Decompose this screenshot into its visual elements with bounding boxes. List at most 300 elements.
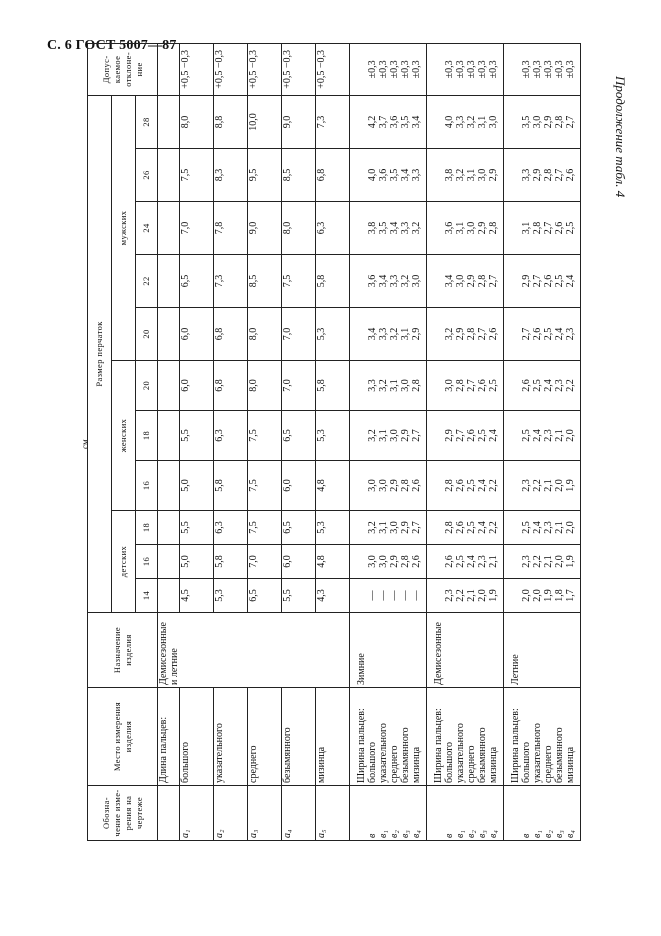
value-spacer xyxy=(356,413,367,458)
value-item: — xyxy=(389,590,400,601)
value-cell xyxy=(427,149,504,202)
value-item: 2,4 xyxy=(554,327,565,341)
value-spacer xyxy=(356,98,367,146)
value-cell xyxy=(427,255,504,308)
value-spacer xyxy=(433,204,444,252)
tolerance-item: ±0,3 xyxy=(378,60,389,79)
value-cell: 5,8 xyxy=(316,361,350,411)
size-header-cell: 16 xyxy=(136,545,158,579)
value-item: 3,7 xyxy=(378,115,389,129)
value-spacer xyxy=(356,151,367,199)
place-cell: мизинца xyxy=(316,688,350,786)
value-item: 3,0 xyxy=(389,521,400,534)
value-item: 2,8 xyxy=(444,521,455,534)
value-item: 2,0 xyxy=(532,589,543,602)
symbol-cell: a₂ xyxy=(214,786,248,841)
value-item: 3,5 xyxy=(389,168,400,182)
value-item: 2,4 xyxy=(488,429,499,442)
value-cell: 9,5 xyxy=(248,149,282,202)
value-item: 2,6 xyxy=(444,555,455,568)
tolerance-cell xyxy=(350,43,427,95)
value-cell xyxy=(350,461,427,511)
symbol-item: в₂ xyxy=(466,830,477,838)
value-spacer xyxy=(356,463,367,508)
symbol-cell xyxy=(158,786,180,841)
empty-cell xyxy=(158,361,180,411)
value-item: 2,7 xyxy=(411,429,422,442)
value-item: 2,7 xyxy=(477,327,488,341)
tolerance-item: ±0,3 xyxy=(477,60,488,79)
length-title-row xyxy=(158,43,180,840)
value-item: 3,6 xyxy=(378,168,389,182)
value-item: 2,5 xyxy=(455,555,466,568)
width-demi-row xyxy=(427,43,504,840)
value-item: 2,3 xyxy=(543,429,554,442)
size-header-cell: 26 xyxy=(136,149,158,202)
value-item: 3,3 xyxy=(378,327,389,341)
value-cell: 5,0 xyxy=(180,461,214,511)
symbol-item: в₃ xyxy=(477,830,488,838)
value-item: 2,5 xyxy=(488,379,499,392)
tolerance-item: ±0,3 xyxy=(565,60,576,79)
tolerance-spacer xyxy=(356,46,367,93)
col-symbol-header: Обозна-чение изме-рения на чертеже xyxy=(88,786,158,841)
value-item: 3,0 xyxy=(400,379,411,392)
value-item: 3,0 xyxy=(488,115,499,129)
value-item: 2,4 xyxy=(532,521,543,534)
value-item: 1,7 xyxy=(565,589,576,602)
place-item: мизинца xyxy=(411,746,422,783)
value-item: 2,5 xyxy=(532,379,543,392)
value-cell: 5,3 xyxy=(316,511,350,545)
value-cell: 6,5 xyxy=(180,255,214,308)
value-item: 3,1 xyxy=(477,115,488,129)
value-cell: 5,3 xyxy=(316,411,350,461)
rotated-table-container xyxy=(87,49,595,841)
value-spacer xyxy=(433,363,444,408)
value-cell xyxy=(350,511,427,545)
value-cell: 8,0 xyxy=(180,95,214,148)
size-header-cell: 18 xyxy=(136,511,158,545)
value-spacer xyxy=(433,413,444,458)
symbol-item: в₂ xyxy=(543,830,554,838)
empty-cell xyxy=(158,511,180,545)
value-cell xyxy=(350,255,427,308)
purpose-cell: Зимние xyxy=(350,613,427,688)
place-cell: среднего xyxy=(248,688,282,786)
value-item: 3,8 xyxy=(444,168,455,182)
value-cell: 5,0 xyxy=(180,545,214,579)
value-item: 3,0 xyxy=(444,379,455,392)
value-spacer xyxy=(510,98,521,146)
value-item: 3,1 xyxy=(400,327,411,341)
empty-cell xyxy=(158,579,180,613)
table-row xyxy=(282,43,316,840)
width-title: Ширина пальцев: xyxy=(433,708,444,783)
value-item: 3,0 xyxy=(378,479,389,492)
value-item: 3,4 xyxy=(411,115,422,129)
size-header-cell: 20 xyxy=(136,361,158,411)
symbol-item: в₃ xyxy=(400,830,411,838)
place-cell: указательного xyxy=(214,688,248,786)
tolerance-item: ±0,3 xyxy=(554,60,565,79)
value-item: 2,5 xyxy=(565,221,576,235)
value-item: 3,1 xyxy=(466,168,477,182)
value-cell: 5,5 xyxy=(180,511,214,545)
value-item: 2,9 xyxy=(455,327,466,341)
value-spacer xyxy=(433,310,444,358)
place-item: большого xyxy=(521,741,532,783)
symbol-item: в₄ xyxy=(411,830,422,838)
value-item: 2,8 xyxy=(400,479,411,492)
empty-cell xyxy=(158,149,180,202)
size-header-cell: 14 xyxy=(136,579,158,613)
value-item: 2,8 xyxy=(554,115,565,129)
col-place-header: Место измерения изделия xyxy=(88,688,158,786)
value-cell: 6,8 xyxy=(214,361,248,411)
value-cell: 6,5 xyxy=(248,579,282,613)
value-item: 4,0 xyxy=(444,115,455,129)
value-item: 2,7 xyxy=(521,327,532,341)
value-cell xyxy=(350,149,427,202)
value-item: 2,6 xyxy=(554,221,565,235)
value-cell: 7,0 xyxy=(248,545,282,579)
symbol-cell xyxy=(504,786,581,841)
value-cell: 9,0 xyxy=(282,95,316,148)
value-spacer xyxy=(433,463,444,508)
value-item: 2,5 xyxy=(554,274,565,288)
value-cell xyxy=(504,411,581,461)
value-item: 3,5 xyxy=(521,115,532,129)
value-item: 3,4 xyxy=(400,168,411,182)
value-cell: 6,0 xyxy=(282,545,316,579)
value-item: 4,2 xyxy=(367,115,378,129)
value-item: 3,1 xyxy=(455,221,466,235)
value-item: 2,3 xyxy=(521,555,532,568)
value-item: 2,3 xyxy=(554,379,565,392)
value-spacer xyxy=(510,310,521,358)
place-item: безымянного xyxy=(477,727,488,783)
value-item: 2,7 xyxy=(411,521,422,534)
tolerance-item: ±0,3 xyxy=(488,60,499,79)
value-spacer xyxy=(510,513,521,542)
value-item: 2,6 xyxy=(521,379,532,392)
value-item: 2,1 xyxy=(466,589,477,602)
value-item: 3,1 xyxy=(389,379,400,392)
symbol-item: в₄ xyxy=(565,830,576,838)
table-area xyxy=(87,49,661,838)
value-item: 2,7 xyxy=(466,379,477,392)
place-cell xyxy=(350,688,427,786)
value-cell xyxy=(427,95,504,148)
value-spacer xyxy=(510,257,521,305)
value-spacer xyxy=(356,257,367,305)
value-item: 2,9 xyxy=(488,168,499,182)
tolerance-item: ±0,3 xyxy=(444,60,455,79)
value-cell: 7,5 xyxy=(248,511,282,545)
value-item: 2,1 xyxy=(543,479,554,492)
value-cell xyxy=(504,579,581,613)
value-cell: 8,5 xyxy=(248,255,282,308)
tolerance-item: ±0,3 xyxy=(532,60,543,79)
tolerance-cell xyxy=(504,43,581,95)
value-item: 2,0 xyxy=(521,589,532,602)
value-item: 3,2 xyxy=(367,429,378,442)
value-item: 2,9 xyxy=(389,555,400,568)
value-item: 2,0 xyxy=(565,521,576,534)
value-item: — xyxy=(367,590,378,601)
value-item: 3,3 xyxy=(367,379,378,392)
value-spacer xyxy=(510,204,521,252)
value-item: 3,6 xyxy=(367,274,378,288)
empty-cell xyxy=(158,545,180,579)
value-item: 2,5 xyxy=(543,327,554,341)
size-header-cell: 28 xyxy=(136,95,158,148)
symbol-spacer xyxy=(510,788,521,838)
value-item: 2,8 xyxy=(543,168,554,182)
value-item: 3,4 xyxy=(444,274,455,288)
value-item: 3,2 xyxy=(400,274,411,288)
value-item: 2,2 xyxy=(455,589,466,602)
value-item: 2,0 xyxy=(554,555,565,568)
value-item: 3,8 xyxy=(367,221,378,235)
value-item: 3,3 xyxy=(389,274,400,288)
value-item: — xyxy=(378,590,389,601)
value-item: 2,9 xyxy=(400,521,411,534)
value-item: 2,7 xyxy=(543,221,554,235)
place-cell: безымянного xyxy=(282,688,316,786)
value-cell: 6,0 xyxy=(282,461,316,511)
width-summer-row xyxy=(504,43,581,840)
table-row xyxy=(316,43,350,840)
value-cell: 4,8 xyxy=(316,545,350,579)
width-title: Ширина пальцев: xyxy=(356,708,367,783)
place-cell: большого xyxy=(180,688,214,786)
value-item: 3,2 xyxy=(444,327,455,341)
col-size-group-header: Размер перчаток xyxy=(88,95,112,612)
value-spacer xyxy=(510,151,521,199)
value-item: 2,3 xyxy=(521,479,532,492)
value-cell: 9,0 xyxy=(248,202,282,255)
table-row xyxy=(180,43,214,840)
unit-label: см xyxy=(80,439,90,449)
place-item: мизинца xyxy=(565,746,576,783)
symbol-item: в₁ xyxy=(532,830,543,838)
value-item: — xyxy=(411,590,422,601)
value-spacer xyxy=(356,581,367,610)
value-item: 2,8 xyxy=(400,555,411,568)
value-item: 2,8 xyxy=(532,221,543,235)
value-item: 2,1 xyxy=(543,555,554,568)
tolerance-spacer xyxy=(510,46,521,93)
value-item: 3,3 xyxy=(411,168,422,182)
value-item: 2,2 xyxy=(532,479,543,492)
value-item: 3,1 xyxy=(521,221,532,235)
symbol-item: в xyxy=(521,833,532,838)
value-item: 2,9 xyxy=(400,429,411,442)
symbol-cell: a₅ xyxy=(316,786,350,841)
value-cell xyxy=(350,545,427,579)
value-item: 2,7 xyxy=(532,274,543,288)
value-item: 3,1 xyxy=(378,521,389,534)
value-item: 2,8 xyxy=(411,379,422,392)
value-item: 2,8 xyxy=(488,221,499,235)
place-item: среднего xyxy=(466,745,477,783)
value-cell xyxy=(350,95,427,148)
value-item: 2,7 xyxy=(455,429,466,442)
value-cell: 7,5 xyxy=(282,255,316,308)
value-item: 2,9 xyxy=(389,479,400,492)
value-item: 3,5 xyxy=(378,221,389,235)
tolerance-item: ±0,3 xyxy=(411,60,422,79)
size-header-cell: 22 xyxy=(136,255,158,308)
value-item: 3,5 xyxy=(400,115,411,129)
tolerance-cell: +0,5 −0,3 xyxy=(248,43,282,95)
value-item: 2,6 xyxy=(543,274,554,288)
value-spacer xyxy=(356,547,367,576)
value-item: 2,1 xyxy=(488,555,499,568)
table-row xyxy=(214,43,248,840)
tolerance-item: ±0,3 xyxy=(543,60,554,79)
value-cell xyxy=(504,202,581,255)
value-item: 2,0 xyxy=(565,429,576,442)
value-cell: 6,0 xyxy=(180,308,214,361)
value-cell: 8,0 xyxy=(282,202,316,255)
value-spacer xyxy=(433,581,444,610)
symbol-cell xyxy=(427,786,504,841)
value-item: 2,4 xyxy=(532,429,543,442)
place-item: среднего xyxy=(389,745,400,783)
value-item: — xyxy=(400,590,411,601)
value-item: 2,6 xyxy=(466,429,477,442)
symbol-cell: a₁ xyxy=(180,786,214,841)
value-item: 3,0 xyxy=(532,115,543,129)
value-cell: 4,3 xyxy=(316,579,350,613)
value-item: 2,5 xyxy=(521,521,532,534)
value-spacer xyxy=(433,257,444,305)
value-item: 2,6 xyxy=(488,327,499,341)
value-item: 3,0 xyxy=(378,555,389,568)
value-cell: 7,0 xyxy=(180,202,214,255)
value-cell xyxy=(504,545,581,579)
value-cell xyxy=(427,511,504,545)
place-item: мизинца xyxy=(488,746,499,783)
value-item: 4,0 xyxy=(367,168,378,182)
value-item: 2,9 xyxy=(466,274,477,288)
value-item: 2,8 xyxy=(455,379,466,392)
symbol-cell: a₄ xyxy=(282,786,316,841)
value-spacer xyxy=(356,310,367,358)
width-title: Ширина пальцев: xyxy=(510,708,521,783)
value-item: 2,0 xyxy=(554,479,565,492)
value-item: 2,3 xyxy=(543,521,554,534)
value-spacer xyxy=(356,204,367,252)
value-item: 2,6 xyxy=(455,521,466,534)
value-spacer xyxy=(510,413,521,458)
value-cell xyxy=(350,579,427,613)
page-header: С. 6 ГОСТ 5007—87 xyxy=(47,38,177,53)
value-item: 3,2 xyxy=(411,221,422,235)
symbol-item: в xyxy=(367,833,378,838)
value-cell xyxy=(504,255,581,308)
value-cell: 5,3 xyxy=(214,579,248,613)
symbol-item: в xyxy=(444,833,455,838)
empty-cell xyxy=(158,255,180,308)
value-item: 3,0 xyxy=(367,555,378,568)
value-item: 2,3 xyxy=(565,327,576,341)
value-cell: 6,5 xyxy=(282,511,316,545)
value-spacer xyxy=(510,363,521,408)
symbol-cell xyxy=(350,786,427,841)
value-item: 2,2 xyxy=(532,555,543,568)
purpose-cell: Летние xyxy=(504,613,581,688)
value-cell xyxy=(350,411,427,461)
value-item: 1,9 xyxy=(488,589,499,602)
value-item: 2,7 xyxy=(554,168,565,182)
col-children-header: детских xyxy=(112,511,136,613)
value-cell: 5,5 xyxy=(282,579,316,613)
value-cell xyxy=(350,308,427,361)
value-spacer xyxy=(510,547,521,576)
value-cell: 8,8 xyxy=(214,95,248,148)
value-cell: 7,5 xyxy=(248,461,282,511)
empty-cell xyxy=(158,95,180,148)
value-cell xyxy=(504,149,581,202)
value-item: 2,8 xyxy=(444,479,455,492)
place-item: большого xyxy=(444,741,455,783)
value-item: 2,9 xyxy=(411,327,422,341)
value-cell xyxy=(504,95,581,148)
value-item: 2,3 xyxy=(444,589,455,602)
value-item: 1,9 xyxy=(565,555,576,568)
value-item: 2,7 xyxy=(488,274,499,288)
place-item: большого xyxy=(367,741,378,783)
size-header-cell: 16 xyxy=(136,461,158,511)
value-item: 3,2 xyxy=(367,521,378,534)
value-item: 2,9 xyxy=(444,429,455,442)
gloves-size-table xyxy=(87,43,581,841)
value-cell: 5,8 xyxy=(214,545,248,579)
symbol-item: в₁ xyxy=(378,830,389,838)
value-item: 3,0 xyxy=(455,274,466,288)
value-cell: 7,8 xyxy=(214,202,248,255)
value-item: 2,8 xyxy=(466,327,477,341)
value-item: 2,5 xyxy=(521,429,532,442)
value-item: 2,7 xyxy=(565,115,576,129)
value-cell: 6,3 xyxy=(316,202,350,255)
place-cell xyxy=(504,688,581,786)
place-item: среднего xyxy=(543,745,554,783)
value-spacer xyxy=(433,513,444,542)
value-cell: 6,8 xyxy=(316,149,350,202)
purpose-cell: Демисезонные и летние xyxy=(158,613,350,688)
value-cell: 6,3 xyxy=(214,411,248,461)
value-item: 3,2 xyxy=(455,168,466,182)
value-cell: 5,5 xyxy=(180,411,214,461)
value-item: 3,0 xyxy=(466,221,477,235)
value-cell: 8,3 xyxy=(214,149,248,202)
size-header-cell: 20 xyxy=(136,308,158,361)
value-item: 3,0 xyxy=(477,168,488,182)
value-cell xyxy=(427,579,504,613)
value-item: 1,9 xyxy=(565,479,576,492)
value-cell: 8,0 xyxy=(248,361,282,411)
tolerance-item: ±0,3 xyxy=(521,60,532,79)
empty-cell xyxy=(158,411,180,461)
tolerance-item: ±0,3 xyxy=(466,60,477,79)
value-cell xyxy=(427,361,504,411)
value-item: 3,6 xyxy=(444,221,455,235)
